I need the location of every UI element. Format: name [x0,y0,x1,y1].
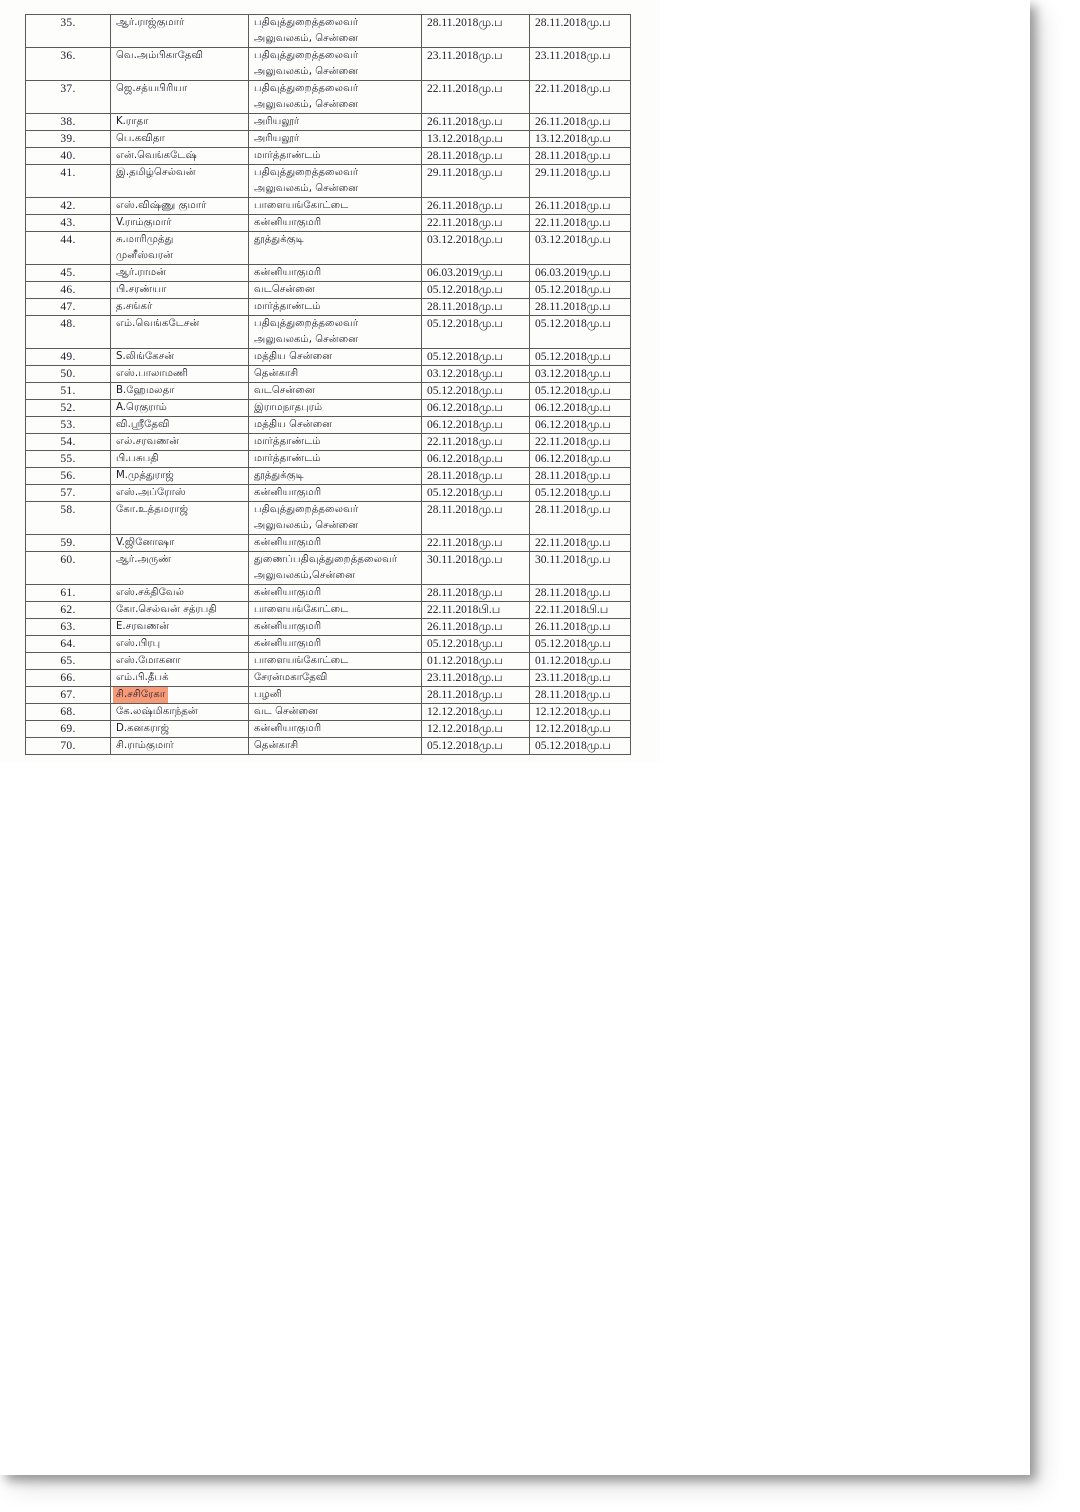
office-cell [249,148,422,165]
office-line: மார்த்தாண்டம் [254,453,321,464]
name-text: கோ.செல்வன் சத்ரபதி [116,604,217,615]
office-line: இராமநாதபுரம் [254,402,323,413]
serial-number-cell: 44. [26,232,111,265]
serial-number-cell: 52. [26,400,111,417]
serial-number-cell: 36. [26,48,111,81]
name-text: எல்.சரவணன் [116,436,180,447]
joined-date-cell: 26.11.2018மு.ப [530,619,631,636]
relieved-date-cell: 22.11.2018மு.ப [422,81,530,114]
table-row [26,485,631,502]
serial-number-cell: 58. [26,502,111,535]
table-row [26,417,631,434]
relieved-date-cell: 06.12.2018மு.ப [422,417,530,434]
name-text: D.கனகராஜ் [116,723,170,734]
table-row [26,215,631,232]
scanned-region [0,0,660,762]
name-cell [111,265,249,282]
office-line: அரியலூர் [254,133,300,144]
serial-number-cell: 51. [26,383,111,400]
relieved-date-cell: 03.12.2018மு.ப [422,366,530,383]
name-cell [111,15,249,48]
joined-date-cell: 22.11.2018மு.ப [530,81,631,114]
joined-date-cell: 12.12.2018மு.ப [530,704,631,721]
relieved-date-cell: 06.12.2018மு.ப [422,400,530,417]
office-cell [249,687,422,704]
joined-date-cell: 28.11.2018மு.ப [530,15,631,48]
office-cell [249,485,422,502]
table-row [26,636,631,653]
table-row [26,114,631,131]
office-line: கன்னியாகுமரி [254,267,322,278]
name-cell [111,114,249,131]
office-line: பதிவுத்துறைத்தலைவர் [254,318,359,329]
joined-date-cell: 28.11.2018மு.ப [530,299,631,316]
relieved-date-cell: 28.11.2018மு.ப [422,299,530,316]
name-cell [111,585,249,602]
table-row [26,282,631,299]
name-text: எஸ்.அப்ரோஸ் [116,487,186,498]
name-cell [111,619,249,636]
serial-number-cell: 61. [26,585,111,602]
office-cell [249,198,422,215]
relieved-date-cell: 05.12.2018மு.ப [422,738,530,755]
serial-number-cell: 50. [26,366,111,383]
office-line: வடசென்னை [254,385,315,396]
relieved-date-cell: 26.11.2018மு.ப [422,619,530,636]
office-cell [249,282,422,299]
office-line: கன்னியாகுமரி [254,217,322,228]
office-line: அலுவலகம், சென்னை [254,99,359,110]
joined-date-cell: 06.12.2018மு.ப [530,400,631,417]
office-cell [249,552,422,585]
name-cell [111,417,249,434]
office-cell [249,468,422,485]
relieved-date-cell: 28.11.2018மு.ப [422,15,530,48]
name-text: ஆர்.அருண் [116,554,172,565]
joined-date-cell: 05.12.2018மு.ப [530,349,631,366]
name-cell [111,366,249,383]
name-text: வெ.அம்பிகாதேவி [116,50,204,61]
serial-number-cell: 66. [26,670,111,687]
office-cell [249,265,422,282]
office-line: மார்த்தாண்டம் [254,436,321,447]
office-cell [249,165,422,198]
office-line: அலுவலகம், சென்னை [254,520,359,531]
serial-number-cell: 68. [26,704,111,721]
name-text: A.ரெகுராம் [116,402,167,413]
office-cell [249,434,422,451]
name-cell [111,165,249,198]
table-row [26,653,631,670]
joined-date-cell: 13.12.2018மு.ப [530,131,631,148]
joined-date-cell: 30.11.2018மு.ப [530,552,631,585]
table-row [26,670,631,687]
table-row [26,81,631,114]
table-row [26,299,631,316]
joined-date-cell: 28.11.2018மு.ப [530,502,631,535]
office-line: பதிவுத்துறைத்தலைவர் [254,17,359,28]
name-text: வி.ஸ்ரீதேவி [116,419,170,430]
relieved-date-cell: 28.11.2018மு.ப [422,585,530,602]
name-text: V.ஜினோஷா [116,537,175,548]
name-cell [111,451,249,468]
office-cell [249,114,422,131]
serial-number-cell: 60. [26,552,111,585]
office-line: துணைப்பதிவுத்துறைத்தலைவர் [254,554,398,565]
relieved-date-cell: 26.11.2018மு.ப [422,198,530,215]
office-cell [249,417,422,434]
relieved-date-cell: 26.11.2018மு.ப [422,114,530,131]
name-text: S.லிங்கேசன் [116,351,175,362]
relieved-date-cell: 05.12.2018மு.ப [422,282,530,299]
office-line: பாளையங்கோட்டை [254,200,349,211]
table-row [26,738,631,755]
office-line: கன்னியாகுமரி [254,723,322,734]
name-text: சி.ராம்குமார் [116,740,174,751]
name-text: ஆர்.ராஜ்குமார் [116,17,185,28]
relieved-date-cell: 29.11.2018மு.ப [422,165,530,198]
office-line: அலுவலகம், சென்னை [254,334,359,345]
name-cell [111,670,249,687]
relieved-date-cell: 13.12.2018மு.ப [422,131,530,148]
office-line: மத்திய சென்னை [254,351,333,362]
office-cell [249,316,422,349]
office-line: பதிவுத்துறைத்தலைவர் [254,504,359,515]
name-line: சு.மாரிமுத்து [116,234,174,245]
relieved-date-cell: 05.12.2018மு.ப [422,485,530,502]
name-text: எஸ்.பிரபு [116,638,161,649]
office-line: அரியலூர் [254,116,300,127]
serial-number-cell: 37. [26,81,111,114]
office-cell [249,619,422,636]
joined-date-cell: 03.12.2018மு.ப [530,232,631,265]
name-text: பி.பசுபதி [116,453,159,464]
office-line: சேரன்மகாதேவி [254,672,328,683]
name-cell [111,215,249,232]
office-cell [249,502,422,535]
office-cell [249,15,422,48]
name-text: இ.தமிழ்செல்வன் [116,167,196,178]
office-line: பழனி [254,689,282,700]
office-line: கன்னியாகுமரி [254,638,322,649]
serial-number-cell: 53. [26,417,111,434]
office-line: மத்திய சென்னை [254,419,333,430]
joined-date-cell: 29.11.2018மு.ப [530,165,631,198]
office-line: தூத்துக்குடி [254,234,304,245]
table-row [26,451,631,468]
name-text: B.ஹேமலதா [116,385,175,396]
relieved-date-cell: 22.11.2018மு.ப [422,215,530,232]
table-row [26,704,631,721]
name-cell [111,468,249,485]
table-row [26,400,631,417]
relieved-date-cell: 12.12.2018மு.ப [422,704,530,721]
joined-date-cell: 05.12.2018மு.ப [530,282,631,299]
serial-number-cell: 48. [26,316,111,349]
relieved-date-cell: 28.11.2018மு.ப [422,148,530,165]
joined-date-cell: 28.11.2018மு.ப [530,148,631,165]
name-text: எம்.பி.தீபக் [116,672,169,683]
table-row [26,15,631,48]
office-line: மார்த்தாண்டம் [254,150,321,161]
serial-number-cell: 55. [26,451,111,468]
office-cell [249,81,422,114]
office-cell [249,131,422,148]
relieved-date-cell: 05.12.2018மு.ப [422,316,530,349]
office-line: அலுவலகம்,சென்னை [254,570,355,581]
relieved-date-cell: 22.11.2018மு.ப [422,535,530,552]
office-line: தென்காசி [254,368,299,379]
table-row [26,552,631,585]
joined-date-cell: 06.12.2018மு.ப [530,417,631,434]
name-text: K.ராதா [116,116,149,127]
joined-date-cell: 03.12.2018மு.ப [530,366,631,383]
name-cell [111,738,249,755]
joined-date-cell: 28.11.2018மு.ப [530,585,631,602]
office-cell [249,670,422,687]
name-cell [111,552,249,585]
office-line: மார்த்தாண்டம் [254,301,321,312]
office-cell [249,721,422,738]
table-row [26,434,631,451]
table-row [26,198,631,215]
table-row [26,383,631,400]
table-row [26,316,631,349]
name-cell [111,299,249,316]
name-text: எம்.வெங்கடேசன் [116,318,200,329]
office-cell [249,349,422,366]
joined-date-cell: 06.12.2018மு.ப [530,451,631,468]
name-text: M.முத்துராஜ் [116,470,174,481]
serial-number-cell: 40. [26,148,111,165]
name-cell [111,131,249,148]
office-cell [249,738,422,755]
name-text: கோ.உத்தமராஜ் [116,504,189,515]
office-cell [249,299,422,316]
serial-number-cell: 46. [26,282,111,299]
joined-date-cell: 22.11.2018பி.ப [530,602,631,619]
name-text: கே.லஷ்மிகாந்தன் [116,706,198,717]
table-row [26,468,631,485]
table-row [26,232,631,265]
name-text: V.ராம்குமார் [116,217,172,228]
serial-number-cell: 41. [26,165,111,198]
relieved-date-cell: 22.11.2018மு.ப [422,434,530,451]
joined-date-cell: 22.11.2018மு.ப [530,215,631,232]
relieved-date-cell: 28.11.2018மு.ப [422,687,530,704]
name-cell [111,400,249,417]
relieved-date-cell: 28.11.2018மு.ப [422,468,530,485]
serial-number-cell: 47. [26,299,111,316]
table-row [26,721,631,738]
name-cell [111,704,249,721]
relieved-date-cell: 05.12.2018மு.ப [422,349,530,366]
joined-date-cell: 28.11.2018மு.ப [530,468,631,485]
serial-number-cell: 65. [26,653,111,670]
office-cell [249,535,422,552]
name-cell [111,636,249,653]
office-line: கன்னியாகுமரி [254,487,322,498]
relieved-date-cell: 06.12.2018மு.ப [422,451,530,468]
joined-date-cell: 22.11.2018மு.ப [530,535,631,552]
serial-number-cell: 63. [26,619,111,636]
name-text: எஸ்.விஷ்ணு குமார் [116,200,207,211]
serial-number-cell: 45. [26,265,111,282]
office-line: பாளையங்கோட்டை [254,604,349,615]
office-line: பதிவுத்துறைத்தலைவர் [254,50,359,61]
name-cell [111,81,249,114]
joined-date-cell: 23.11.2018மு.ப [530,670,631,687]
table-row [26,148,631,165]
name-cell [111,282,249,299]
name-text: பி.சரண்யா [116,284,167,295]
serial-number-cell: 42. [26,198,111,215]
joined-date-cell: 06.03.2019மு.ப [530,265,631,282]
serial-number-cell: 38. [26,114,111,131]
name-cell [111,198,249,215]
table-row [26,48,631,81]
name-cell [111,316,249,349]
office-line: தென்காசி [254,740,299,751]
office-cell [249,383,422,400]
table-row [26,165,631,198]
serial-number-cell: 70. [26,738,111,755]
table-row [26,687,631,704]
office-line: கன்னியாகுமரி [254,587,322,598]
relieved-date-cell: 22.11.2018பி.ப [422,602,530,619]
table-row [26,502,631,535]
serial-number-cell: 57. [26,485,111,502]
office-line: வட சென்னை [254,706,319,717]
office-line: அலுவலகம், சென்னை [254,183,359,194]
office-line: அலுவலகம், சென்னை [254,66,359,77]
relieved-date-cell: 30.11.2018மு.ப [422,552,530,585]
serial-number-cell: 67. [26,687,111,704]
name-text: எஸ்.பாலாமணி [116,368,189,379]
name-text: ஆர்.ராமன் [116,267,167,278]
table-row [26,366,631,383]
office-cell [249,585,422,602]
office-cell [249,451,422,468]
relieved-date-cell: 05.12.2018மு.ப [422,383,530,400]
relieved-date-cell: 01.12.2018மு.ப [422,653,530,670]
table-body [26,15,631,755]
joined-date-cell: 01.12.2018மு.ப [530,653,631,670]
serial-number-cell: 69. [26,721,111,738]
name-cell [111,653,249,670]
office-line: வடசென்னை [254,284,315,295]
serial-number-cell: 49. [26,349,111,366]
name-text: என்.வெங்கடேஷ் [116,150,197,161]
name-cell [111,232,249,265]
name-line: முனீஸ்வரன் [116,250,174,261]
joined-date-cell: 05.12.2018மு.ப [530,316,631,349]
name-cell [111,502,249,535]
office-cell [249,232,422,265]
name-cell [111,349,249,366]
joined-date-cell: 22.11.2018மு.ப [530,434,631,451]
joined-date-cell: 05.12.2018மு.ப [530,738,631,755]
name-text: ஜெ.சத்யபிரியா [116,83,188,94]
highlighted-name: சி.சசிரேகா [113,687,168,703]
name-text: எஸ்.மோகனா [116,655,181,666]
office-line: பாளையங்கோட்டை [254,655,349,666]
table-row [26,602,631,619]
name-cell [111,535,249,552]
relieved-date-cell: 12.12.2018மு.ப [422,721,530,738]
joined-date-cell: 05.12.2018மு.ப [530,383,631,400]
name-text: பெ.கவிதா [116,133,165,144]
relieved-date-cell: 03.12.2018மு.ப [422,232,530,265]
joined-date-cell: 23.11.2018மு.ப [530,48,631,81]
name-cell [111,48,249,81]
name-cell [111,434,249,451]
office-cell [249,653,422,670]
joined-date-cell: 26.11.2018மு.ப [530,114,631,131]
name-cell [111,485,249,502]
office-line: பதிவுத்துறைத்தலைவர் [254,83,359,94]
relieved-date-cell: 23.11.2018மு.ப [422,670,530,687]
name-cell [111,602,249,619]
office-line: கன்னியாகுமரி [254,621,322,632]
name-text: E.சரவணன் [116,621,170,632]
joined-date-cell: 05.12.2018மு.ப [530,485,631,502]
table-row [26,265,631,282]
name-cell [111,721,249,738]
office-line: பதிவுத்துறைத்தலைவர் [254,167,359,178]
office-cell [249,704,422,721]
joined-date-cell: 28.11.2018மு.ப [530,687,631,704]
serial-number-cell: 35. [26,15,111,48]
joined-date-cell: 05.12.2018மு.ப [530,636,631,653]
table-row [26,619,631,636]
office-line: தூத்துக்குடி [254,470,304,481]
joined-date-cell: 12.12.2018மு.ப [530,721,631,738]
serial-number-cell: 56. [26,468,111,485]
serial-number-cell: 59. [26,535,111,552]
relieved-date-cell: 06.03.2019மு.ப [422,265,530,282]
serial-number-cell: 64. [26,636,111,653]
office-cell [249,602,422,619]
table-row [26,131,631,148]
joined-date-cell: 26.11.2018மு.ப [530,198,631,215]
serial-number-cell: 39. [26,131,111,148]
name-text: எஸ்.சக்திவேல் [116,587,185,598]
name-cell [111,148,249,165]
relieved-date-cell: 23.11.2018மு.ப [422,48,530,81]
office-cell [249,215,422,232]
serial-number-cell: 54. [26,434,111,451]
table-row [26,535,631,552]
office-cell [249,636,422,653]
office-cell [249,366,422,383]
relieved-date-cell: 05.12.2018மு.ப [422,636,530,653]
transfer-list-table [25,14,631,755]
name-text: த.சங்கர் [116,301,153,312]
office-line: அலுவலகம், சென்னை [254,33,359,44]
table-row [26,349,631,366]
office-line: கன்னியாகுமரி [254,537,322,548]
office-cell [249,48,422,81]
serial-number-cell: 62. [26,602,111,619]
office-cell [249,400,422,417]
table-row [26,585,631,602]
name-cell [111,687,249,704]
relieved-date-cell: 28.11.2018மு.ப [422,502,530,535]
name-cell [111,383,249,400]
serial-number-cell: 43. [26,215,111,232]
